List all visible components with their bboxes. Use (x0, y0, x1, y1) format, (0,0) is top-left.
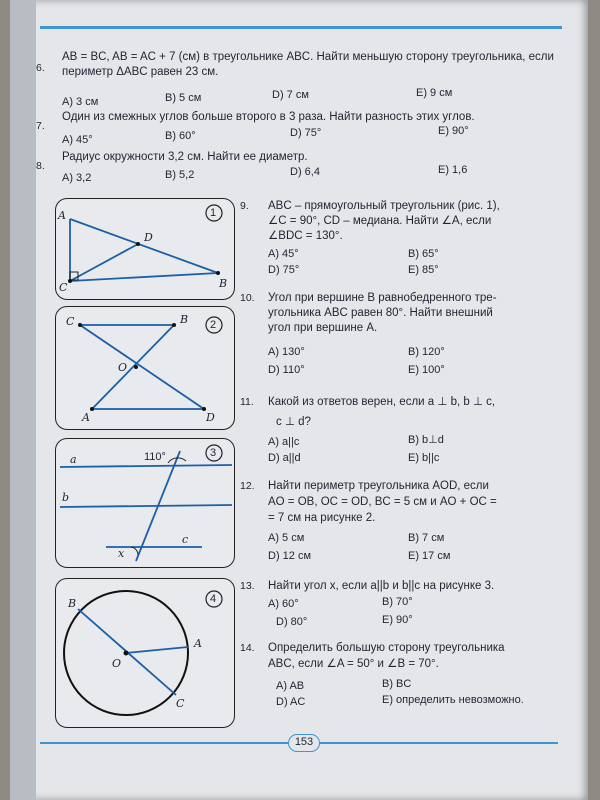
question-14-option-e[interactable]: E) определить невозможно. (382, 694, 524, 706)
figure-2-label-b: B (180, 313, 189, 326)
question-7-text: Один из смежных углов больше второго в 3 раза. Найти разность этих углов. (62, 111, 475, 123)
question-12-option-a[interactable]: A) 5 см (268, 532, 305, 544)
question-10-line-3: угол при вершине A. (268, 322, 378, 334)
question-9-option-a[interactable]: A) 45° (268, 248, 299, 260)
question-13-number: 13. (240, 580, 255, 592)
figure-2-label-c: C (66, 315, 75, 328)
question-12-line-1: Найти периметр треугольника AOD, если (268, 480, 489, 492)
question-13-option-a[interactable]: A) 60° (268, 598, 299, 610)
question-10-line-2: угольника ABC равен 80°. Найти внешний (268, 307, 493, 319)
textbook-page (10, 0, 588, 800)
figure-4 (55, 578, 235, 728)
question-12-line-3: = 7 см на рисунке 2. (268, 512, 376, 524)
question-8-text: Радиус окружности 3,2 см. Найти ее диаметр. (62, 151, 308, 163)
question-12-number: 12. (240, 480, 255, 492)
question-12-line-2: AO = OB, OC = OD, BC = 5 см и AO + OC = (268, 496, 497, 508)
question-14-option-d[interactable]: D) AC (276, 696, 306, 708)
question-7-option-a[interactable]: A) 45° (62, 134, 93, 146)
question-7-option-d[interactable]: D) 75° (290, 127, 322, 139)
question-13-line-1: Найти угол x, если a||b и b||c на рисунке 3. (268, 580, 495, 592)
question-11-number: 11. (240, 396, 254, 408)
figure-4-label-o: O (112, 657, 122, 670)
question-6-number: 6. (36, 62, 45, 74)
question-9-line-2: ∠C = 90°, CD – медиана. Найти ∠A, если (268, 215, 492, 227)
question-11-line-1: Какой из ответов верен, если a ⊥ b, b ⊥ c, (268, 396, 496, 408)
figure-4-drawing (56, 579, 236, 729)
figure-1-label-c: C (59, 281, 68, 294)
question-14-option-b[interactable]: B) BC (382, 678, 412, 690)
question-8-option-a[interactable]: A) 3,2 (62, 172, 92, 184)
figure-1-label-a: A (58, 209, 66, 222)
page-number: 153 (288, 734, 320, 752)
question-8-option-d[interactable]: D) 6,4 (290, 166, 320, 178)
question-11-option-b[interactable]: B) b⊥d (408, 434, 444, 446)
figure-1-drawing (56, 199, 236, 301)
figure-4-number: 4 (210, 593, 217, 605)
question-11-option-d[interactable]: D) a||d (268, 452, 301, 464)
question-8-option-b[interactable]: B) 5,2 (165, 169, 195, 181)
question-7-number: 7. (36, 120, 45, 132)
figure-2-label-a: A (82, 411, 90, 424)
page-binding (10, 0, 36, 800)
figure-4-label-a: A (194, 637, 202, 650)
question-7-option-b[interactable]: B) 60° (165, 130, 196, 142)
top-rule (40, 26, 562, 29)
question-13-option-b[interactable]: B) 70° (382, 596, 413, 608)
question-11-line-2: c ⊥ d? (276, 416, 311, 428)
figure-3-number: 3 (210, 447, 217, 459)
figure-1-label-b: B (219, 277, 228, 290)
figure-1-label-d: D (144, 231, 153, 244)
question-12-option-b[interactable]: B) 7 см (408, 532, 445, 544)
question-13-option-d[interactable]: D) 80° (276, 616, 308, 628)
figure-4-label-c: C (176, 697, 185, 710)
figure-1-number: 1 (210, 207, 217, 219)
question-8-option-e[interactable]: E) 1,6 (438, 164, 468, 176)
question-6-option-d[interactable]: D) 7 см (272, 89, 309, 101)
question-14-line-2: ABC, если ∠A = 50° и ∠B = 70°. (268, 658, 439, 670)
question-9-option-e[interactable]: E) 85° (408, 264, 439, 276)
figure-3-label-b: b (62, 491, 70, 504)
question-11-option-e[interactable]: E) b||c (408, 452, 440, 464)
figure-2-number: 2 (210, 319, 217, 331)
question-6-option-e[interactable]: E) 9 см (416, 87, 453, 99)
question-10-option-e[interactable]: E) 100° (408, 364, 445, 376)
question-10-line-1: Угол при вершине B равнобедренного тре- (268, 292, 497, 304)
question-11-option-a[interactable]: A) a||c (268, 436, 300, 448)
question-7-option-e[interactable]: E) 90° (438, 125, 469, 137)
figure-3-label-c: c (182, 533, 189, 546)
figure-2 (55, 306, 235, 430)
question-9-line-1: ABC – прямоугольный треугольник (рис. 1), (268, 200, 500, 212)
question-14-line-1: Определить большую сторону треугольника (268, 642, 505, 654)
figure-3 (55, 438, 235, 568)
figure-2-label-o: O (118, 361, 128, 374)
figure-2-label-d: D (206, 411, 215, 424)
question-9-line-3: ∠BDC = 130°. (268, 230, 343, 242)
question-6-option-b[interactable]: B) 5 см (165, 92, 202, 104)
question-6-option-a[interactable]: A) 3 см (62, 96, 99, 108)
figure-4-label-b: B (68, 597, 77, 610)
question-14-option-a[interactable]: A) AB (276, 680, 305, 692)
question-9-option-b[interactable]: B) 65° (408, 248, 439, 260)
figure-3-angle-label: 110° (144, 451, 166, 463)
question-12-option-e[interactable]: E) 17 см (408, 550, 451, 562)
question-10-option-d[interactable]: D) 110° (268, 364, 305, 376)
question-9-number: 9. (240, 200, 249, 212)
question-12-option-d[interactable]: D) 12 см (268, 550, 312, 562)
question-6-text: AB = BC, AB = AC + 7 (см) в треугольнике ABC. Найти меньшую сторону треугольника, если периметр ΔABC равен 23 см. (62, 51, 554, 78)
question-10-number: 10. (240, 292, 255, 304)
question-8-number: 8. (36, 160, 45, 172)
figure-1 (55, 198, 235, 300)
figure-3-label-a: a (70, 453, 77, 466)
question-10-option-a[interactable]: A) 130° (268, 346, 305, 358)
question-9-option-d[interactable]: D) 75° (268, 264, 300, 276)
question-13-option-e[interactable]: E) 90° (382, 614, 413, 626)
figure-3-label-x: x (118, 547, 125, 560)
question-10-option-b[interactable]: B) 120° (408, 346, 445, 358)
question-14-number: 14. (240, 642, 255, 654)
